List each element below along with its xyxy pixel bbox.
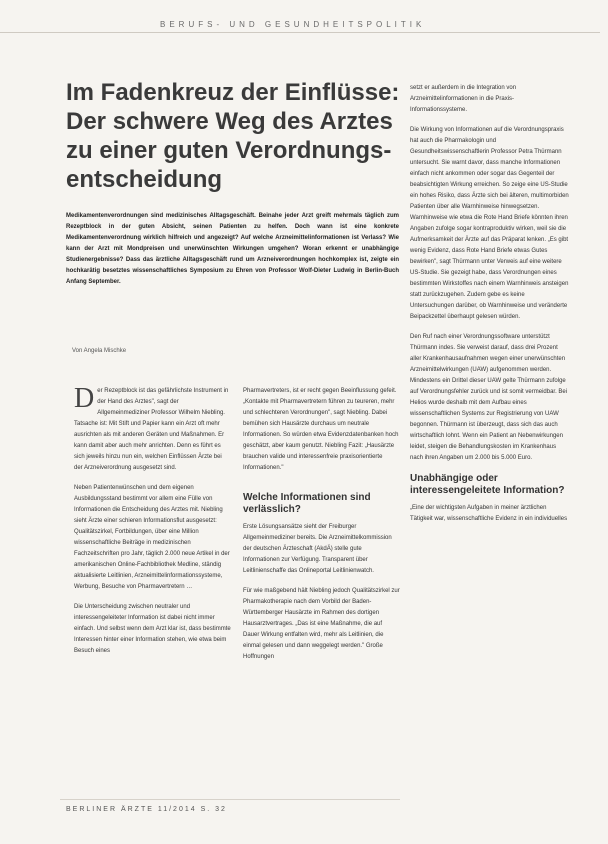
title-line-1: Im Fadenkreuz der Einflüsse: [66, 79, 400, 106]
paragraph: Erste Lösungsansätze sieht der Freiburger Allgemeinmediziner bereits. Die Arzneimittelkommission der deutschen Ärzteschaft (AkdÄ) stelle gute Informationen zur Verfügung. Transparent über Leitlinienschaffe das Onlineportal Leitlinienwatch. [243, 524, 392, 574]
drop-cap: D [74, 383, 95, 414]
paragraph: „Eine der wichtigsten Aufgaben in meiner ärztlichen Tätigkeit war, wissenschaftliche Evidenz in ein individuelles [410, 505, 568, 522]
paragraph: Die Wirkung von Informationen auf die Verordnungspraxis hat auch die Pharmakologin und Gesundheitswissenschaftlerin Professor Petra Thürmann untersucht. Sie warnt davor, dass manche Informationen einfach nicht ankommen oder sogar das Gegenteil der beabsichtigten Wirkung erreichen. So zeige eine US-Studie ein hohes Risiko, dass Ärzte sich bei älteren, multimorbiden Patienten über alle Warnhinweise hinwegsetzen. Warnhinweise wie etwa die Rote Hand Briefe könnten ihren Angaben zufolge sogar kontraproduktiv wirken, weil sie die Aufmerksamkeit der Ärzte auf das Präparat lenken. „Es gibt wenig Evidenz, dass Rote Hand Briefe etwas Gutes bewirken", sagt Thürmann unter Verweis auf eine weitere US-Studie. Sie gezeigt habe, dass Verordnungen eines bestimmten Wirkstoffes nach einem Warnhinweis ansteigen statt zurückzugehen. Zudem gebe es keine Untersuchungen darüber, ob Warnhinweise und veränderte Beipackzettel überhaupt gelesen würden. [410, 127, 569, 320]
section-header: BERUFS- UND GESUNDHEITSPOLITIK [160, 20, 426, 29]
paragraph-text: er Rezeptblock ist das gefährlichste Instrument in der Hand des Arztes", sagt der Allgemeinmediziner Professor Wilhelm Niebling. Tatsache ist: Mit Stift und Papier kann ein Arzt oft mehr ausrichten als mit anderen Geräten und Maßnahmen. Er kann damit aber auch mehr anrichten. Denn es führt es sich jeweils hinzu nun ein, welchen Einflüssen Ärzte bei der Arzneiverordnung ausgesetzt sind. [74, 388, 229, 471]
title-line-2: Der schwere Weg des Arztes [66, 108, 393, 135]
paragraph: setzt er außerdem in die Integration von Arzneimittelinformationen in die Praxis-Informationssysteme. [410, 85, 517, 113]
column-2 [243, 386, 400, 672]
column-1 [74, 383, 231, 666]
paragraph: Den Ruf nach einer Verordnungssoftware unterstützt Thürmann indes. Sie verweist darauf, dass drei Prozent aller Krankenhausaufnahmen wegen einer unerwünschten Arzneimittelwirkungen (UAW) aufgenommen werden. Mindestens ein Drittel dieser UAW gelte Thürmann zufolge auf Verordnungsfehler zurück und ist somit vermeidbar. Bei Helios wurde deshalb mit dem Aufbau eines wissenschaftlichen Systems zur Registrierung von UAW begonnen. Thürmann ist überzeugt, dass sich das auch wirtschaftlich lohnt. Wenn ein Patient an Nebenwirkungen leidet, steigen die Behandlungskosten im Krankenhaus nach ihren Angaben um 2.000 bis 5.000 Euro. [410, 334, 568, 461]
subheading: Welche Informationen sind verlässlich? [243, 492, 371, 515]
footer-rule [60, 799, 400, 800]
article-lead: Medikamentenverordnungen sind medizinisches Alltagsgeschäft. Beinahe jeder Arzt greift mehrmals täglich zum Rezeptblock in der guten Absicht, seinen Patienten zu helfen. Doch wann ist eine konkrete Medikamentenverordnung wirklich hilfreich und angezeigt? Auf welche Arzneimittelinformationen ist Verlass? Wie kann der Arzt mit Mondpreisen und unerwünschten Wirkungen umgehen? Woran erkennt er unabhängige Studienergebnisse? Dass das ärztliche Alltagsgeschäft rund um Arzneiverordnungen hochkomplex ist, zeigte ein hochkarätig besetztes wissenschaftliches Symposium zu Ehren von Professor Wolf-Dieter Ludwig in Berlin-Buch Anfang September. [66, 213, 399, 285]
title-line-3: zu einer guten Verordnungs- [66, 137, 392, 164]
page-footer: BERLINER ÄRZTE 11/2014 S. 32 [66, 806, 227, 813]
paragraph: Für wie maßgebend hält Niebling jedoch Qualitätszirkel zur Pharmakotherapie nach dem Vorbild der Baden-Württemberger Hausärzte im Rahmen des dortigen Hausarztvertrages. „Das ist eine Maßnahme, die auf Dauer Wirkung entfalten wird, mehr als Leitlinien, die einmal gelesen und dann weggelegt werden." Große Hoffnungen [243, 588, 400, 660]
subheading: Unabhängige oder interessengeleitete Information? [410, 473, 565, 496]
article-title [66, 78, 400, 194]
title-line-4: entscheidung [66, 166, 223, 193]
paragraph: Die Unterscheidung zwischen neutraler und interessengeleiteter Information ist dabei nicht immer einfach. Und selbst wenn dem Arzt klar ist, dass bestimmte Interessen hinter einer Information stehen, wie etwa beim Besuch eines [74, 604, 231, 654]
paragraph: Neben Patientenwünschen und dem eigenen Ausbildungsstand bestimmt vor allem eine Fülle von Informationen die Entscheidung des Arztes mit. Niebling sieht Ärzte einer schieren Informationsflut ausgesetzt: Qualitätszirkel, Fortbildungen, über eine Million wissenschaftliche Beiträge in medizinischen Fachzeitschriften pro Jahr, täglich 2.000 neue Artikel in der amerikanischen Online-Fachbibliothek Medline, ständig aktualisierte Leitlinien, Arzneimittelinformationssysteme, Werbung, Besuche von Pharmavertretern … [74, 485, 230, 590]
header-rule [0, 32, 600, 33]
paragraph: Pharmavertreters, ist er recht gegen Beeinflussung gefeit. „Kontakte mit Pharmavertretern führen zu teureren, mehr und schlechteren Verordnungen", sagt Niebling. Dabei bemühen sich Hausärzte durchaus um neutrale Informationen. So würden etwa Evidenzdatenbanken hoch geschätzt, aber kaum genutzt. Niebling Fazit: „Hausärzte brauchen valide und interessenfreie praxisorientierte Informationen." [243, 388, 399, 471]
byline: Von Angela Mischke [72, 348, 127, 354]
column-3 [410, 83, 570, 534]
paragraph [74, 383, 231, 474]
